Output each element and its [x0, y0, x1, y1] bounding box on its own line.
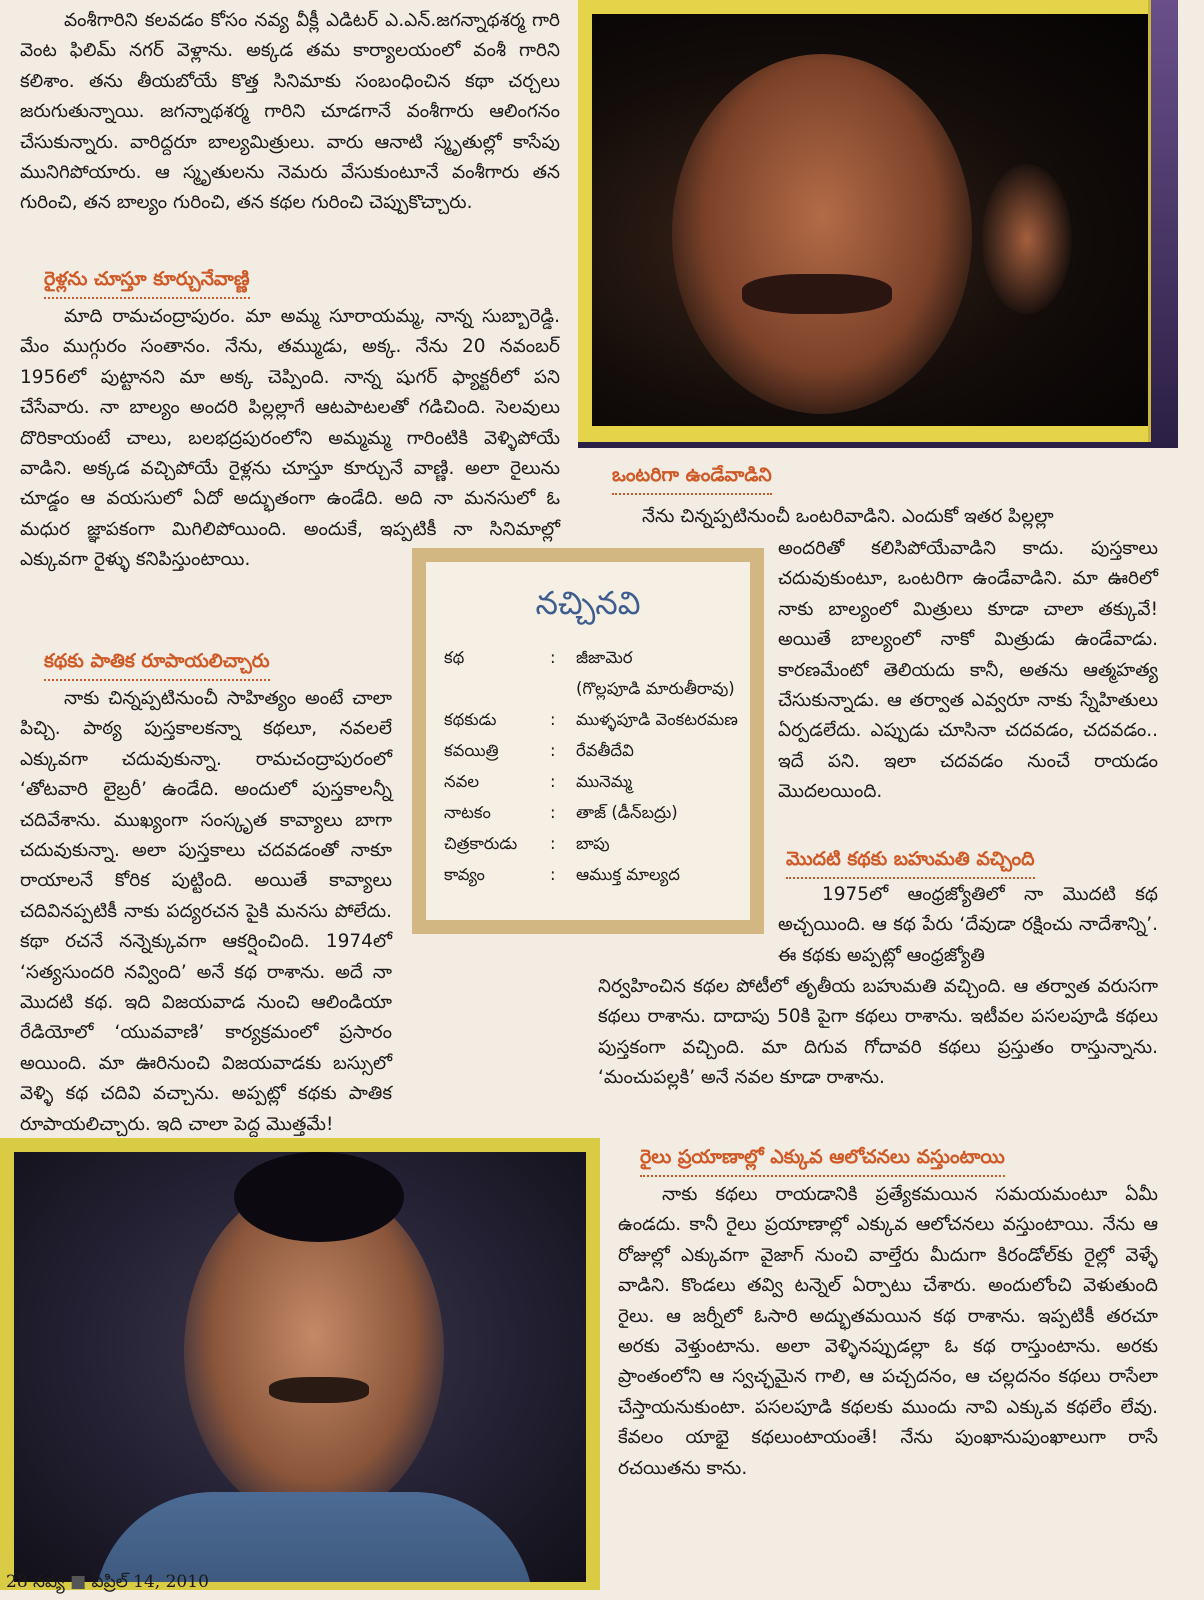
favorites-value: మునెమ్మ — [576, 772, 633, 791]
heading-first-story: మొదటి కథకు బహుమతి వచ్చింది — [786, 848, 1035, 879]
section-alone-rest — [778, 534, 1158, 808]
favorites-label: కథకుడు — [444, 710, 497, 729]
favorites-row — [444, 865, 738, 896]
portrait-image-top — [592, 14, 1148, 426]
train-travel-paragraph: నాకు కథలు రాయడానికి ప్రత్యేకమయిన సమయమంటూ ఏమీ ఉండదు. కానీ రైలు ప్రయాణాల్లో ఎక్కువ ఆలోచనలు వస్తుంటాయి. నేను ఆ రోజుల్లో ఎక్కువగా వైజాగ్ నుంచి వాల్తేరు మీదుగా కిరండోల్‌కు రైల్లో వెళ్ళే వాడిని. కొండలు తవ్వి టన్నెల్ ఏర్పాటు చేశారు. అందులోంచి వెళుతుంది రైలు. ఆ జర్నీలో ఓసారి అద్భుతమయిన కథ రాశాను. ఇప్పటికీ తరచూ అరకు వెళ్తుంటాను. అలా వెళ్ళినప్పుడల్లా ఓ కథ రాస్తుంటాను. అరకు ప్రాంతంలోని ఆ స్వచ్ఛమైన గాలి, ఆ పచ్చదనం, ఆ చల్లదనం కథలు రాసేలా చేస్తాయనుకుంటా. పసలపూడి కథలకు ముందు నావి ఎక్కువ కథలేం లేవు. కేవలం యాభై కథలుంటాయంతే! నేను పుంఖానుపుంఖాలుగా రాసే రచయితను కాను. — [618, 1184, 1158, 1479]
section-alone-top — [598, 502, 1158, 532]
favorites-value: ముళ్ళపూడి వెంకటరమణ — [576, 710, 738, 729]
favorites-colon: : — [550, 803, 556, 822]
favorites-row — [444, 772, 738, 803]
favorites-row — [444, 648, 738, 679]
section-trains — [20, 302, 560, 576]
favorites-label: కథ — [444, 648, 465, 667]
footer-bullet: ■ — [70, 1572, 87, 1592]
intro-paragraph: వంశీగారిని కలవడం కోసం నవ్య వీక్లీ ఎడిటర్ ఎ.ఎన్.జగన్నాథశర్మ గారి వెంట ఫిలిమ్ నగర్ వెళ్లాను. అక్కడ తమ కార్యాలయంలో వంశీ గారిని కలిశాం. తను తీయబోయే కొత్త సినిమాకు సంబంధించిన కథా చర్చలు జరుగుతున్నాయి. జగన్నాథశర్మ గారిని చూడగానే వంశీగారు ఆలింగనం చేసుకున్నారు. వారిద్దరూ బాల్యమిత్రులు. వారు ఆనాటి స్మృతుల్లో కాసేపు మునిగిపోయారు. ఆ స్మృతులను నెమరు వేసుకుంటూనే వంశీగారు తన గురించి, తన బాల్యం గురించి, తన కథల గురించి చెప్పుకొచ్చారు. — [20, 10, 560, 214]
favorites-colon: : — [550, 865, 556, 884]
portrait-photo-top — [578, 0, 1178, 448]
trains-paragraph: మాది రామచంద్రాపురం. మా అమ్మ సూరాయమ్మ, నాన్న సుబ్బారెడ్డి. మేం ముగ్గురం సంతానం. నేను, తమ్ముడు, అక్క. నేను 20 నవంబర్ 1956లో పుట్టానని మా అక్క చెప్పింది. నాన్న షుగర్ ఫ్యాక్టరీలో పని చేసేవారు. నా బాల్యం అందరి పిల్లల్లాగే ఆటపాటలతో గడిచింది. సెలవులు దొరికాయంటే చాలు, బలభద్రపురంలోని అమ్మమ్మ గారింటికి వెళ్ళిపోయే వాడిని. అక్కడ వచ్చిపోయే రైళ్లను చూస్తూ కూర్చునే వాణ్ణి. అలా రైలును చూడ్డం ఆ వయసులో ఏదో అద్భుతంగా ఉండేది. అది నా మనసులో ఓ మధుర జ్ఞాపకంగా మిగిలిపోయింది. అందుకే, ఇప్పటికీ నా సినిమాల్లో ఎక్కువగా రైళ్ళు కనిపిస్తుంటాయి. — [20, 306, 560, 571]
favorites-row — [444, 834, 738, 865]
favorites-colon: : — [550, 772, 556, 791]
favorites-colon — [550, 679, 576, 710]
favorites-label: చిత్రకారుడు — [444, 834, 518, 853]
favorites-label: నవల — [444, 772, 480, 791]
favorites-label: కావ్యం — [444, 865, 485, 884]
favorites-colon: : — [550, 834, 556, 853]
favorites-value: తాజ్ (డీన్‌బద్రు) — [576, 803, 678, 822]
favorites-title: నచ్చినవి — [535, 584, 641, 622]
first-story-paragraph-top: 1975లో ఆంధ్రజ్యోతిలో నా మొదటి కథ అచ్చయింది. ఆ కథ పేరు ‘దేవుడా రక్షించు నాదేశాన్ని’. ఈ కథకు అప్పట్లో ఆంధ్రజ్యోతి — [778, 884, 1158, 966]
favorites-value: బాపు — [576, 834, 610, 853]
intro-section — [20, 6, 560, 219]
favorites-label — [444, 679, 550, 710]
section-first-story-top — [778, 880, 1158, 971]
heading-prize: కథకు పాతిక రూపాయలిచ్చారు — [44, 650, 270, 681]
section-train-travel — [618, 1180, 1158, 1484]
portrait-image-bottom — [14, 1152, 586, 1582]
alone-paragraph-rest: అందరితో కలిసిపోయేవాడిని కాదు. పుస్తకాలు చదువుకుంటూ, ఒంటరిగా ఉండేవాడిని. మా ఊరిలో నాకు బాల్యంలో మిత్రులు కూడా చాలా తక్కువే! అయితే బాల్యంలో నాకో మిత్రుడు ఉండేవాడు. కారణమేంటో తెలియదు కానీ, అతను ఆత్మహత్య చేసుకున్నాడు. ఆ తర్వాత ఎవ్వరూ నాకు స్నేహితులు ఏర్పడలేదు. ఎప్పుడు చూసినా చదవడం, చదవడం.. ఇదే పని. ఇలా చదవడం నుంచే రాయడం మొదలయింది. — [778, 538, 1158, 803]
favorites-box-inner — [426, 562, 750, 920]
heading-train-travel: రైలు ప్రయాణాల్లో ఎక్కువ ఆలోచనలు వస్తుంటాయి — [640, 1146, 1005, 1177]
favorites-row — [444, 803, 738, 834]
page-number: 28 — [6, 1572, 28, 1592]
favorites-label: నాటకం — [444, 803, 491, 822]
favorites-value: రేవతీదేవి — [576, 741, 634, 760]
favorites-value: జీజామెర — [576, 648, 633, 667]
heading-alone: ఒంటరిగా ఉండేవాడిని — [612, 464, 772, 495]
favorites-label: కవయిత్రి — [444, 741, 499, 760]
favorites-value: (గొల్లపూడి మారుతీరావు) — [576, 679, 735, 698]
favorites-row — [444, 710, 738, 741]
prize-paragraph: నాకు చిన్నప్పటినుంచీ సాహిత్యం అంటే చాలా పిచ్చి. పాఠ్య పుస్తకాలకన్నా కథలూ, నవలలే ఎక్కువగా చదువుకున్నా. రామచంద్రాపురంలో ‘తోటవారి లైబ్రరీ’ ఉండేది. అందులో పుస్తకాలన్నీ చదివేశాను. ముఖ్యంగా సంస్కృత కావ్యాలు బాగా చదువుకున్నా. అలా పుస్తకాలు చదవడంతో నాకూ రాయాలనే కోరిక పుట్టింది. అయితే కావ్యాలు చదివినప్పటికీ నాకు పద్యరచన పైకి మనసు పోలేదు. కథా రచనే నన్నెక్కువగా ఆకర్షించింది. 1974లో ‘సత్యసుందరి నవ్వింది’ అనే కథ రాశాను. అదే నా మొదటి కథ. ఇది విజయవాడ నుంచి ఆలిండియా రేడియోలో ‘యువవాణి’ కార్యక్రమంలో ప్రసారం అయింది. మా ఊరినుంచి విజయవాడకు బస్సులో వెళ్ళి కథ చదివి వచ్చాను. అప్పట్లో కథకు పాతిక రూపాయలిచ్చారు. ఇది చాలా పెద్ద మొత్తమే! — [20, 688, 392, 1135]
favorites-colon: : — [550, 710, 556, 729]
section-first-story-rest — [598, 972, 1158, 1094]
page-footer — [6, 1572, 209, 1596]
favorites-row — [444, 741, 738, 772]
first-story-paragraph-rest: నిర్వహించిన కథల పోటీలో తృతీయ బహుమతి వచ్చింది. ఆ తర్వాత వరుసగా కథలు రాశాను. దాదాపు 50కి పైగా కథలు రాశాను. ఇటీవల పసలపూడి కథలు పుస్తకంగా వచ్చింది. మా దిగువ గోదావరి కథలు ప్రస్తుతం రాస్తున్నాను. ‘మంచుపల్లకి’ అనే నవల కూడా రాశాను. — [598, 976, 1158, 1089]
portrait-photo-bottom — [0, 1138, 600, 1590]
favorites-colon: : — [550, 741, 556, 760]
favorites-colon: : — [550, 648, 556, 667]
issue-date: ఏప్రిల్ 14, 2010 — [91, 1572, 209, 1592]
favorites-box — [412, 548, 764, 934]
favorites-row — [444, 679, 738, 710]
section-prize — [20, 684, 392, 1140]
heading-trains: రైళ్లను చూస్తూ కూర్చునేవాణ్ణి — [44, 268, 250, 299]
magazine-name: నవ్య — [33, 1572, 65, 1592]
favorites-value: ఆముక్త మాల్యద — [576, 865, 680, 884]
alone-paragraph-top: నేను చిన్నప్పటినుంచీ ఒంటరివాడిని. ఎందుకో ఇతర పిల్లల్లా — [642, 506, 1054, 527]
favorites-table — [444, 648, 738, 896]
